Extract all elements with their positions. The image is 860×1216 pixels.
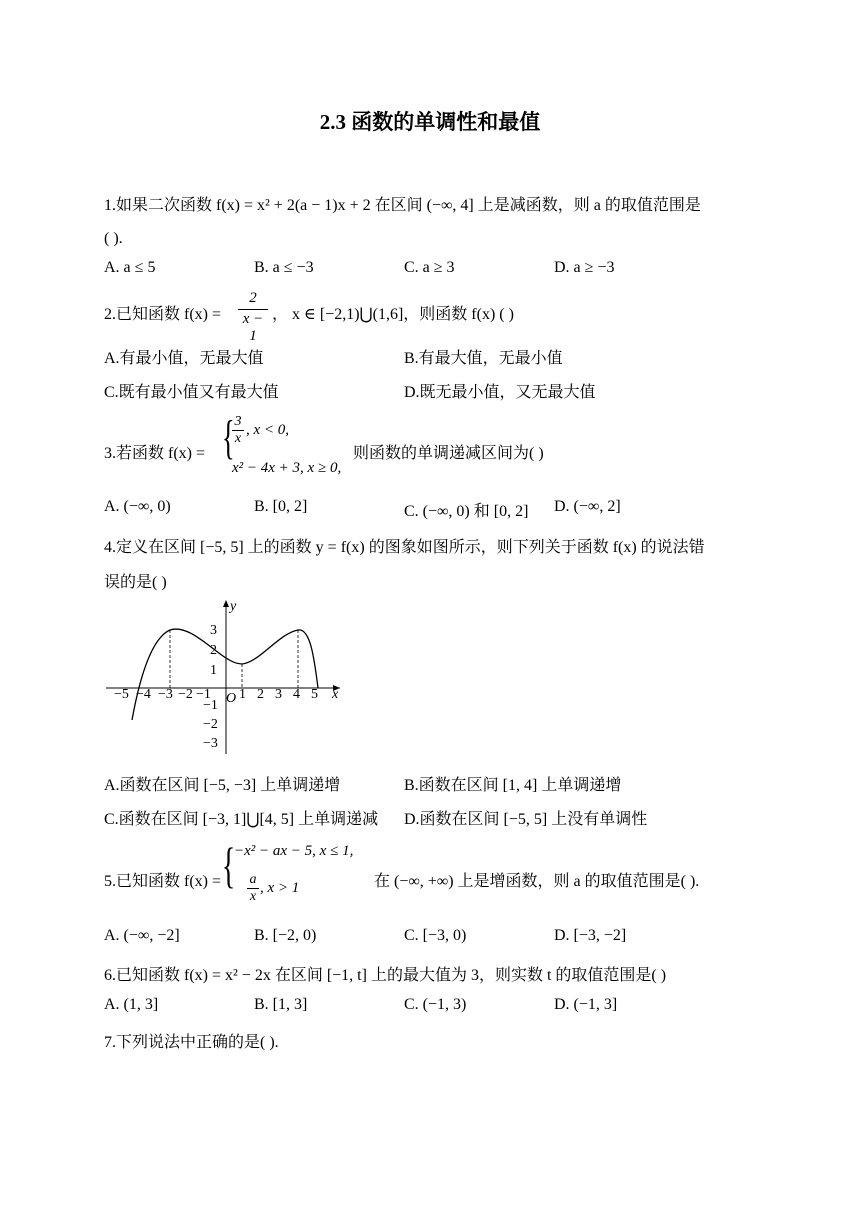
y-tick-2: 2 [210,643,217,658]
q1-stem-line2: ( ). [104,230,123,247]
q6-option-c: C. (−1, 3) [404,996,467,1013]
x-tick-neg5: −5 [114,687,129,702]
q5-option-a: A. (−∞, −2] [104,927,180,944]
y-tick-neg2: −2 [203,717,218,732]
x-tick-5: 5 [311,687,318,702]
q6-option-a: A. (1, 3] [104,996,159,1013]
q3-case1-fraction [232,414,244,447]
q2-option-d: D.既无最小值，又无最大值 [404,384,596,401]
q5-brace: { [222,837,236,893]
q5-case2-fraction [247,872,259,905]
q2-stem-prefix: 2.已知函数 f(x) = [104,306,222,323]
q4-stem-line1: 4.定义在区间 [−5, 5] 上的函数 y = f(x) 的图象如图所示，则下列关于函数 f(x) 的说法错 [104,539,705,556]
q4-function-graph [100,596,350,758]
q1-option-c: C. a ≥ 3 [404,259,455,276]
q2-fraction [238,290,268,345]
q5-option-c: C. [−3, 0) [404,927,467,944]
y-tick-neg3: −3 [203,736,218,751]
q5-stem-prefix: 5.已知函数 f(x) = [104,873,222,890]
q1-option-d: D. a ≥ −3 [554,259,615,276]
q3-brace: { [222,411,235,464]
q3-option-c: C. (−∞, 0) 和 [0, 2] [404,503,529,520]
q2-stem-suffix: ， x ∈ [−2,1)⋃(1,6]，则函数 f(x) ( ) [272,306,514,323]
q6-option-d: D. (−1, 3] [554,996,618,1013]
q4-option-b: B.函数在区间 [1, 4] 上单调递增 [404,777,622,794]
q5-case1: −x² − ax − 5, x ≤ 1, [234,843,354,859]
q4-option-c: C.函数在区间 [−3, 1]⋃[4, 5] 上单调递减 [104,811,379,828]
q6-option-b: B. [1, 3] [254,996,308,1013]
q3-case2: x² − 4x + 3, x ≥ 0, [232,460,342,476]
q3-stem-prefix: 3.若函数 f(x) = [104,445,206,462]
q5-option-b: B. [−2, 0) [254,927,317,944]
q4-option-a: A.函数在区间 [−5, −3] 上单调递增 [104,777,341,794]
q3-option-a: A. (−∞, 0) [104,498,171,515]
q5-stem-suffix: 在 (−∞, +∞) 上是增函数，则 a 的取值范围是( ). [374,873,700,890]
x-tick-2: 2 [257,687,264,702]
q6-stem: 6.已知函数 f(x) = x² − 2x 在区间 [−1, t] 上的最大值为 3，则实数 t 的取值范围是( ) [104,967,667,984]
q5-case2-condition: , x > 1 [260,880,300,896]
x-tick-4: 4 [293,687,300,702]
q3-case1-condition: , x < 0, [246,422,290,438]
x-tick-neg1: −1 [196,687,211,702]
q1-option-b: B. a ≤ −3 [254,259,314,276]
q2-option-c: C.既有最小值又有最大值 [104,384,279,401]
y-tick-neg1: −1 [203,698,218,713]
q2-option-a: A.有最小值，无最大值 [104,350,264,367]
y-axis-arrow-icon [223,600,229,607]
x-tick-neg2: −2 [178,687,193,702]
q7-stem: 7.下列说法中正确的是( ). [104,1034,279,1051]
y-axis-label: y [230,599,237,614]
x-axis-label: x [332,687,339,702]
q5-case2-denominator: x [247,888,259,905]
q2-option-b: B.有最大值，无最小值 [404,350,563,367]
q4-stem-line2: 误的是( ) [104,574,167,591]
x-tick-3: 3 [275,687,282,702]
q5-option-d: D. [−3, −2] [554,927,627,944]
y-tick-1: 1 [210,663,217,678]
origin-label: O [226,691,237,706]
q5-case2-numerator: a [249,872,257,887]
x-tick-neg4: −4 [136,687,151,702]
q3-case1-numerator: 3 [234,414,242,429]
q3-option-d: D. (−∞, 2] [554,498,621,515]
q4-option-d: D.函数在区间 [−5, 5] 上没有单调性 [404,811,648,828]
q2-fraction-numerator: 2 [249,290,257,306]
x-tick-neg3: −3 [158,687,173,702]
q3-stem-suffix: 则函数的单调递减区间为( ) [353,445,544,462]
function-curve [132,629,318,720]
page-title: 2.3 函数的单调性和最值 [319,110,541,134]
q2-fraction-denominator: x − 1 [238,309,268,345]
q1-option-a: A. a ≤ 5 [104,259,156,276]
q3-option-b: B. [0, 2] [254,498,308,515]
x-tick-1: 1 [239,687,246,702]
y-tick-3: 3 [210,623,217,638]
q1-stem-line1: 1.如果二次函数 f(x) = x² + 2(a − 1)x + 2 在区间 (−∞, 4] 上是减函数，则 a 的取值范围是 [104,197,701,214]
q3-case1-denominator: x [232,430,244,447]
